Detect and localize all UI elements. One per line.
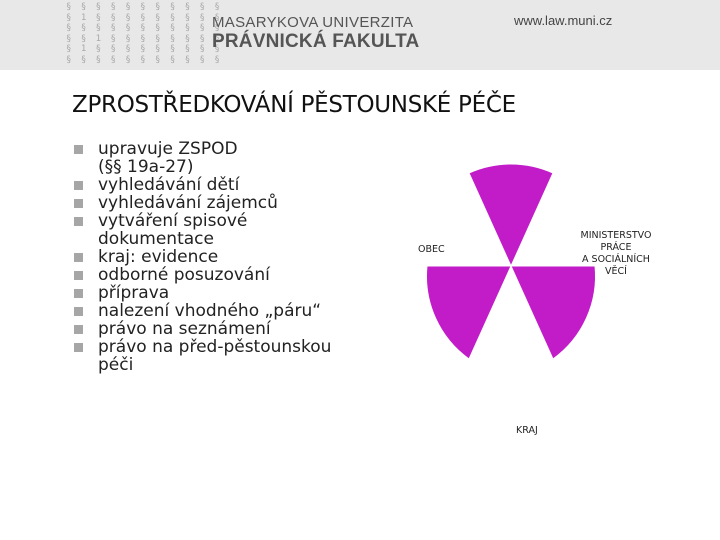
slide-title: ZPROSTŘEDKOVÁNÍ PĚSTOUNSKÉ PÉČE — [72, 92, 516, 118]
bullet-item: příprava — [72, 284, 372, 302]
bullet-item: vyhledávání zájemců — [72, 194, 372, 212]
bullet-item: odborné posuzování — [72, 266, 372, 284]
bullet-item: nalezení vhodného „páru“ — [72, 302, 372, 320]
pattern-row: § § § § § § § § § § § — [66, 23, 222, 33]
pattern-row: § § 1 § § § § § § § § — [66, 33, 222, 44]
website-url[interactable]: www.law.muni.cz — [514, 13, 613, 28]
pattern-row: § § § § § § § § § § § — [66, 54, 222, 65]
faculty-name: PRÁVNICKÁ FAKULTA — [212, 31, 420, 52]
pattern-row: § § § § § § § § § § § — [66, 2, 222, 12]
pattern-row: § 1 § § § § § § § § § — [66, 12, 222, 23]
bullet-item: vytváření spisové dokumentace — [72, 212, 372, 248]
pattern-row: § 1 § § § § § § § § § — [66, 44, 222, 54]
sector-top — [469, 164, 553, 266]
bullet-item: právo na před-pěstounskou péči — [72, 338, 372, 374]
label-kraj: KRAJ — [516, 425, 538, 436]
label-obec: OBEC — [418, 244, 445, 255]
bullet-item: kraj: evidence — [72, 248, 372, 266]
label-ministerstvo: MINISTERSTVO PRÁCE A SOCIÁLNÍCH VĚCÍ — [580, 230, 652, 277]
university-name: MASARYKOVA UNIVERZITA — [212, 14, 414, 31]
bullet-item: právo na seznámení — [72, 320, 372, 338]
bullet-item: vyhledávání dětí — [72, 176, 372, 194]
sector-right — [511, 266, 596, 359]
sector-left — [426, 266, 511, 359]
bullet-item: upravuje ZSPOD (§§ 19a-27) — [72, 140, 372, 176]
